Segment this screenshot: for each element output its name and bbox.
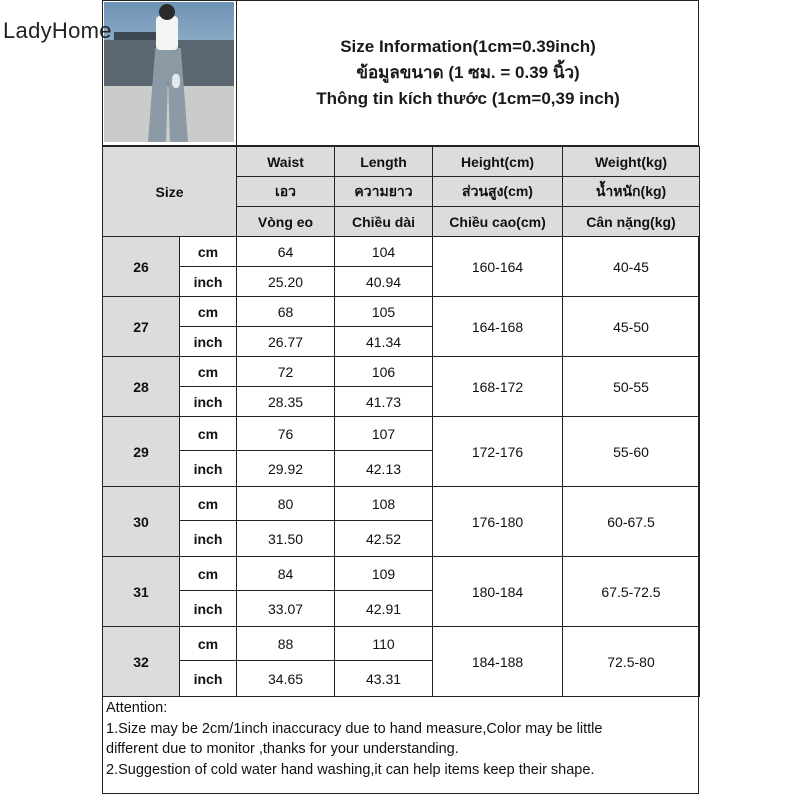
waist-cm-cell: 68: [237, 297, 335, 327]
unit-inch-label: inch: [180, 327, 237, 357]
unit-inch-label: inch: [180, 661, 237, 697]
col-header-length-vi: Chiều dài: [335, 207, 433, 237]
height-range-cell: 168-172: [433, 357, 563, 417]
attention-line-3: 2.Suggestion of cold water hand washing,it can help items keep their shape.: [106, 761, 595, 778]
unit-cm-label: cm: [180, 417, 237, 451]
length-cm-cell: 106: [335, 357, 433, 387]
waist-cm-cell: 88: [237, 627, 335, 661]
size-header: Size: [103, 147, 237, 237]
size-value: 32: [103, 627, 180, 697]
waist-inch-cell: 25.20: [237, 267, 335, 297]
product-photo: [104, 2, 234, 142]
waist-cm-cell: 76: [237, 417, 335, 451]
brand-watermark: LadyHome: [3, 18, 112, 43]
waist-inch-cell: 26.77: [237, 327, 335, 357]
height-range-cell: 164-168: [433, 297, 563, 357]
height-range-cell: 180-184: [433, 557, 563, 627]
size-value: 26: [103, 237, 180, 297]
col-header-height-th: ส่วนสูง(cm): [433, 177, 563, 207]
waist-cm-cell: 84: [237, 557, 335, 591]
weight-range-cell: 55-60: [563, 417, 700, 487]
col-header-weight-en: Weight(kg): [563, 147, 700, 177]
size-table: [102, 146, 700, 697]
size-value: 27: [103, 297, 180, 357]
col-header-waist-vi: Vòng eo: [237, 207, 335, 237]
size-value: 28: [103, 357, 180, 417]
unit-cm-label: cm: [180, 487, 237, 521]
size-info-title: [236, 0, 699, 146]
weight-range-cell: 40-45: [563, 237, 700, 297]
col-header-height-vi: Chiều cao(cm): [433, 207, 563, 237]
title-vietnamese: Thông tin kích thước (1cm=0,39 inch): [316, 89, 620, 108]
unit-cm-label: cm: [180, 557, 237, 591]
col-header-weight-vi: Cân nặng(kg): [563, 207, 700, 237]
weight-range-cell: 50-55: [563, 357, 700, 417]
length-inch-cell: 43.31: [335, 661, 433, 697]
waist-inch-cell: 28.35: [237, 387, 335, 417]
unit-inch-label: inch: [180, 591, 237, 627]
col-header-length-en: Length: [335, 147, 433, 177]
waist-cm-cell: 72: [237, 357, 335, 387]
waist-inch-cell: 34.65: [237, 661, 335, 697]
length-cm-cell: 108: [335, 487, 433, 521]
length-cm-cell: 109: [335, 557, 433, 591]
length-inch-cell: 42.91: [335, 591, 433, 627]
unit-cm-label: cm: [180, 627, 237, 661]
waist-cm-cell: 80: [237, 487, 335, 521]
attention-heading: Attention:: [106, 700, 168, 716]
weight-range-cell: 72.5-80: [563, 627, 700, 697]
length-inch-cell: 41.73: [335, 387, 433, 417]
size-value: 30: [103, 487, 180, 557]
title-thai: ข้อมูลขนาด (1 ซม. = 0.39 นิ้ว): [356, 63, 580, 82]
unit-cm-label: cm: [180, 297, 237, 327]
height-range-cell: 160-164: [433, 237, 563, 297]
length-cm-cell: 107: [335, 417, 433, 451]
unit-cm-label: cm: [180, 237, 237, 267]
length-cm-cell: 105: [335, 297, 433, 327]
height-range-cell: 184-188: [433, 627, 563, 697]
unit-inch-label: inch: [180, 451, 237, 487]
length-cm-cell: 104: [335, 237, 433, 267]
waist-inch-cell: 29.92: [237, 451, 335, 487]
weight-range-cell: 67.5-72.5: [563, 557, 700, 627]
unit-cm-label: cm: [180, 357, 237, 387]
unit-inch-label: inch: [180, 521, 237, 557]
unit-inch-label: inch: [180, 267, 237, 297]
size-value: 29: [103, 417, 180, 487]
length-inch-cell: 40.94: [335, 267, 433, 297]
length-inch-cell: 42.52: [335, 521, 433, 557]
col-header-length-th: ความยาว: [335, 177, 433, 207]
title-english: Size Information(1cm=0.39inch): [340, 37, 596, 56]
attention-line-2: different due to monitor ,thanks for your understanding.: [106, 741, 459, 757]
waist-inch-cell: 33.07: [237, 591, 335, 627]
size-value: 31: [103, 557, 180, 627]
unit-inch-label: inch: [180, 387, 237, 417]
waist-inch-cell: 31.50: [237, 521, 335, 557]
col-header-height-en: Height(cm): [433, 147, 563, 177]
length-inch-cell: 41.34: [335, 327, 433, 357]
height-range-cell: 172-176: [433, 417, 563, 487]
attention-line-1: 1.Size may be 2cm/1inch inaccuracy due to hand measure,Color may be little: [106, 720, 603, 737]
col-header-waist-th: เอว: [237, 177, 335, 207]
col-header-weight-th: น้ำหนัก(kg): [563, 177, 700, 207]
weight-range-cell: 45-50: [563, 297, 700, 357]
attention-notes: [102, 696, 699, 794]
col-header-waist-en: Waist: [237, 147, 335, 177]
waist-cm-cell: 64: [237, 237, 335, 267]
length-cm-cell: 110: [335, 627, 433, 661]
height-range-cell: 176-180: [433, 487, 563, 557]
length-inch-cell: 42.13: [335, 451, 433, 487]
weight-range-cell: 60-67.5: [563, 487, 700, 557]
